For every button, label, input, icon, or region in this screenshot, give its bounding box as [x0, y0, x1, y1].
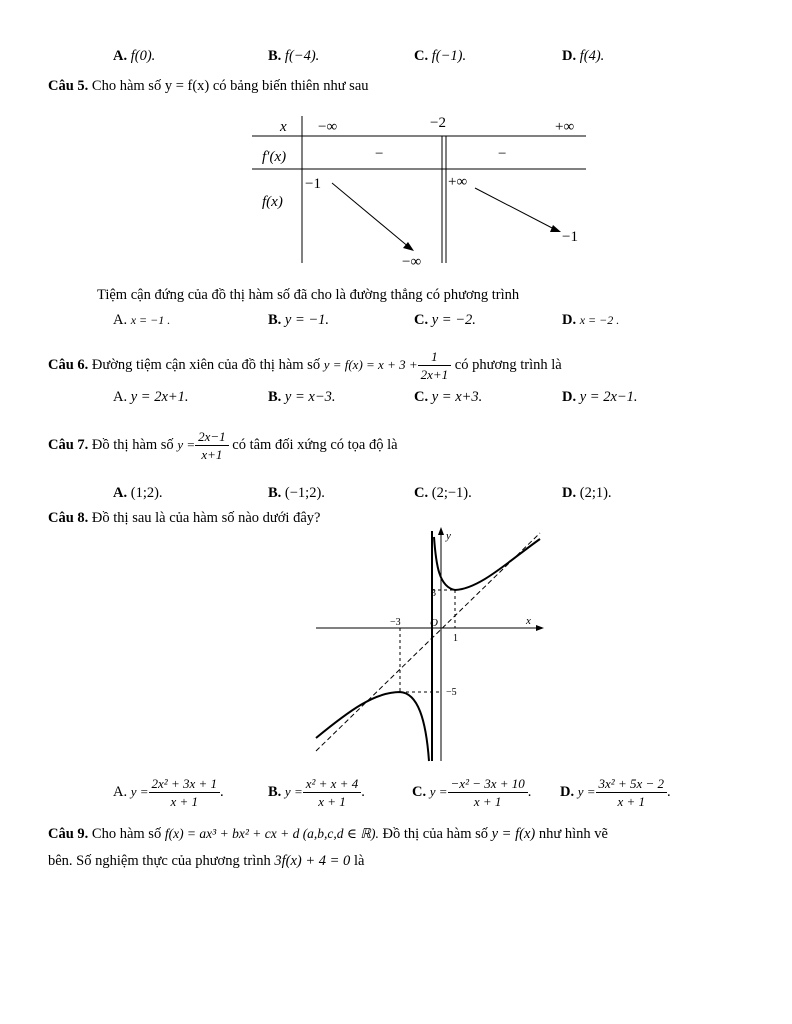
q6-option-c: C. y = x+3.: [414, 389, 483, 405]
q7-option-a: A. (1;2).: [113, 485, 163, 501]
q5-option-b: B. y = −1.: [268, 312, 330, 328]
q8-option-b: B. y = $\frac{\text{x² + x + 4}}{x + 1}$ .: [268, 775, 365, 810]
q9-line2: bên. Số nghiệm thực của phương trình 3f(x) + 4 = 0 là: [48, 853, 365, 869]
q6-prompt: Câu 6. Đường tiệm cận xiên của đồ thị hàm số y = f(x) = x + 3 + $\frac{1}{2x+1}$ có phương trình là: [48, 348, 562, 383]
table-x-mid: −2: [430, 115, 446, 131]
table-f-left-start: −1: [305, 176, 321, 192]
q7-option-c: C. (2;−1).: [414, 485, 472, 501]
graph-label-1: 1: [453, 633, 458, 644]
q7-prompt: Câu 7. Đồ thị hàm số y = $\frac{2x-1}{x+1}$ có tâm đối xứng có tọa độ là: [48, 428, 398, 463]
table-f-right-end: −1: [562, 229, 578, 245]
q4-option-d: D. f(4).: [562, 48, 605, 64]
graph-label-x: x: [526, 615, 531, 627]
q6-option-a: A. y = 2x+1.: [113, 389, 189, 405]
q4-option-a: A. f(0).: [113, 48, 156, 64]
q4-option-c: C. f(−1).: [414, 48, 467, 64]
table-sign-left: −: [375, 146, 384, 162]
table-row-x: x: [280, 119, 287, 135]
table-f-right-start: +∞: [448, 174, 468, 190]
q7-option-b: B. (−1;2).: [268, 485, 325, 501]
table-row-f: f(x): [262, 194, 283, 210]
graph-label-y: y: [446, 530, 451, 542]
table-f-left-end: −∞: [402, 254, 422, 270]
q5-option-a: A. x = −1 .: [113, 312, 171, 328]
q8-option-a: A. y = $\frac{\text{2x² + 3x + 1}}{x + 1}$ .: [113, 775, 224, 810]
curve-right-branch: [434, 537, 540, 590]
q5-prompt: Câu 5. Cho hàm số y = f(x) có bảng biến thiên như sau: [48, 78, 369, 94]
q6-option-d: D. y = 2x−1.: [562, 389, 638, 405]
q5-variation-table: [250, 108, 590, 270]
table-sign-right: −: [498, 146, 507, 162]
q8-prompt: Câu 8. Đồ thị sau là của hàm số nào dưới đây?: [48, 510, 321, 526]
q4-option-b: B. f(−4).: [268, 48, 320, 64]
q8-graph: [310, 525, 546, 765]
q8-option-c: C. y = $\frac{\text{−x² − 3x + 10}}{x + 1}$ .: [412, 775, 532, 810]
q6-option-b: B. y = x−3.: [268, 389, 336, 405]
graph-label-o: O: [430, 617, 438, 629]
table-x-neg-inf: −∞: [318, 119, 338, 135]
q8-option-d: D. y = $\frac{\text{3x² + 5x − 2}}{x + 1}$ .: [560, 775, 671, 810]
table-x-pos-inf: +∞: [555, 119, 575, 135]
table-row-fprime: f′(x): [262, 149, 287, 165]
q5-question: Tiệm cận đứng của đồ thị hàm số đã cho là đường thẳng có phương trình: [97, 287, 520, 303]
graph-label-m5: −5: [446, 687, 457, 698]
q7-option-d: D. (2;1).: [562, 485, 612, 501]
q5-option-d: D. x = −2 .: [562, 312, 620, 328]
q9-line1: Câu 9. Cho hàm số f(x) = ax³ + bx² + cx + d (a,b,c,d ∈ ℝ). Đồ thị của hàm số y = f(x) như hình vẽ: [48, 826, 608, 842]
graph-label-3: 3: [431, 588, 436, 599]
q5-option-c: C. y = −2.: [414, 312, 476, 328]
graph-label-m3: −3: [390, 617, 401, 628]
curve-left-branch: [316, 692, 429, 761]
